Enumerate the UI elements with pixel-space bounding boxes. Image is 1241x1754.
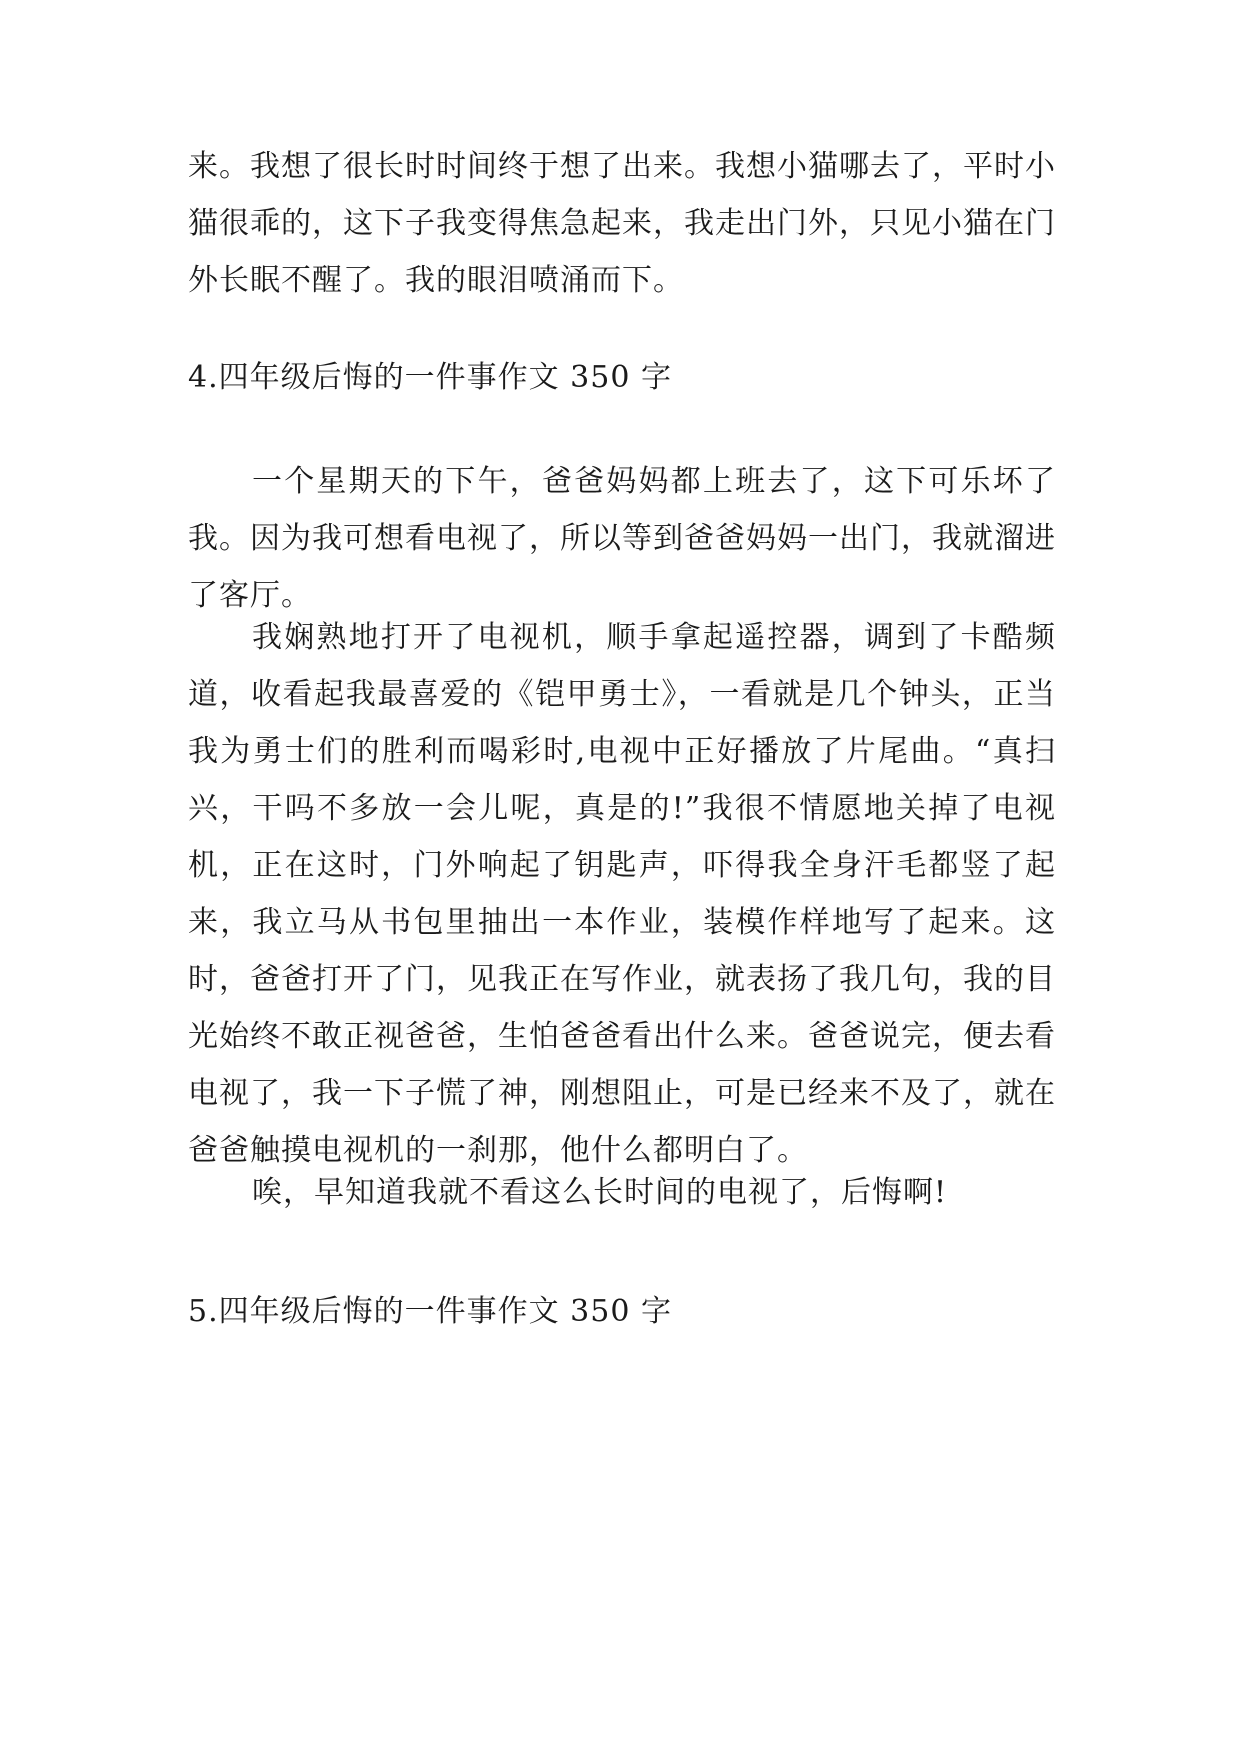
essay-4-paragraph-2: 我娴熟地打开了电视机，顺手拿起遥控器，调到了卡酷频道，收看起我最喜爱的《铠甲勇士》，一看就是几个钟头，正当我为勇士们的胜利而喝彩时,电视中正好播放了片尾曲。“真扫兴，干吗不多放一会儿呢，真是的!”我很不情愿地关掉了电视机，正在这时，门外响起了钥匙声，吓得我全身汗毛都竖了起来，我立马从书包里抽出一本作业，装模作样地写了起来。这时，爸爸打开了门，见我正在写作业，就表扬了我几句，我的目光始终不敢正视爸爸，生怕爸爸看出什么来。爸爸说完，便去看电视了，我一下子慌了神，刚想阻止，可是已经来不及了，就在爸爸触摸电视机的一刹那，他什么都明白了。 xyxy=(188,620,1056,1168)
essay-5-heading: 5.四年级后悔的一件事作文 350 字 xyxy=(188,1294,672,1329)
essay-4-paragraph-1: 一个星期天的下午，爸爸妈妈都上班去了，这下可乐坏了我。因为我可想看电视了，所以等到爸爸妈妈一出门，我就溜进了客厅。 xyxy=(188,464,1056,613)
continued-paragraph: 来。我想了很长时时间终于想了出来。我想小猫哪去了，平时小猫很乖的，这下子我变得焦急起来，我走出门外，只见小猫在门外长眠不醒了。我的眼泪喷涌而下。 xyxy=(188,149,1056,298)
essay-4-heading: 4.四年级后悔的一件事作文 350 字 xyxy=(188,360,672,395)
essay-4-paragraph-3: 唉，早知道我就不看这么长时间的电视了，后悔啊! xyxy=(252,1175,948,1210)
